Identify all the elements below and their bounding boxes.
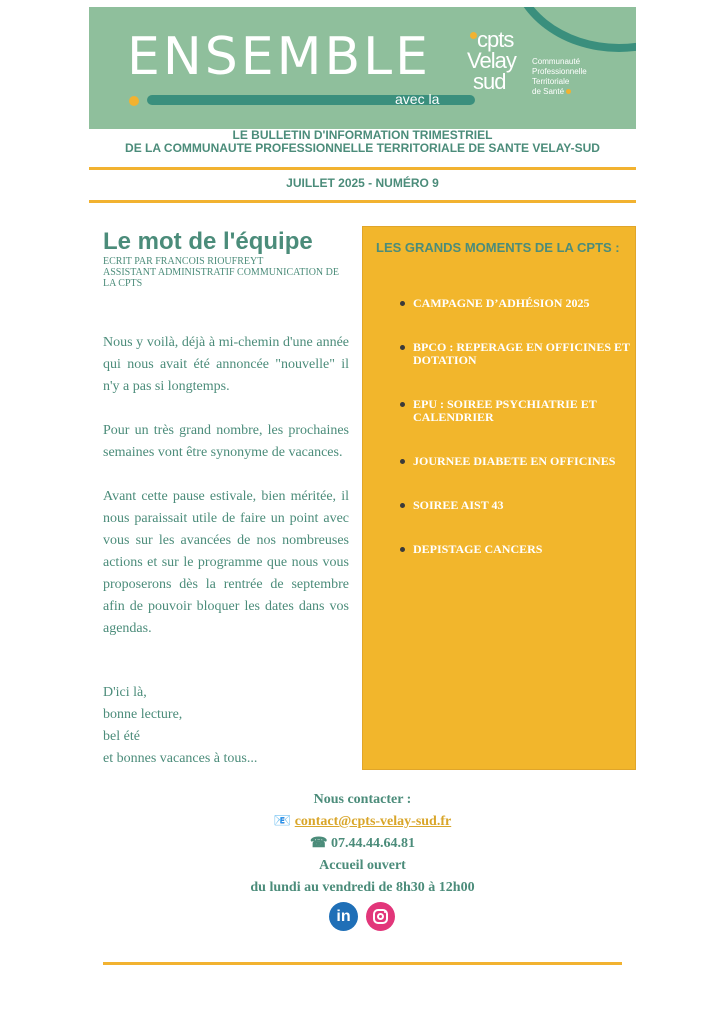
contact-email-row — [0, 811, 725, 833]
bulletin-subtitle — [89, 129, 636, 155]
editorial-paragraph: Pour un très grand nombre, les prochaines semaines vont être synonyme de vacances. — [103, 423, 349, 460]
highlight-item: CAMPAGNE D’ADHÉSION 2025 — [413, 297, 633, 310]
instagram-icon[interactable] — [366, 902, 395, 931]
highlight-item: SOIREE AIST 43 — [413, 499, 633, 512]
logo-line-velay: Velay — [467, 48, 516, 73]
contact-phone-row — [0, 833, 725, 855]
newsletter-title: ENSEMBLE — [127, 27, 431, 87]
contact-hours-title: Accueil ouvert — [319, 858, 406, 873]
header-banner — [89, 7, 636, 129]
divider-issue — [89, 200, 636, 203]
contact-heading: Nous contacter : — [313, 792, 412, 807]
envelope-icon: 📧 — [273, 814, 292, 829]
editorial-title: Le mot de l'équipe — [103, 228, 313, 255]
signoff-line: bonne lecture, — [103, 707, 183, 722]
signoff-line: D'ici là, — [103, 685, 147, 700]
cpts-logo — [467, 29, 529, 103]
contact-hours: du lundi au vendredi de 8h30 à 12h00 — [250, 880, 475, 895]
subtitle-line-1: LE BULLETIN D'INFORMATION TRIMESTRIEL — [232, 128, 493, 142]
logo-line-sud: sud — [473, 69, 506, 94]
highlight-item: BPCO : REPERAGE EN OFFICINES ET DOTATION — [413, 341, 633, 367]
highlight-item: JOURNEE DIABETE EN OFFICINES — [413, 455, 633, 468]
editorial-body — [103, 332, 349, 662]
logo-caption-line: Communauté — [532, 57, 581, 66]
linkedin-icon[interactable]: in — [329, 902, 358, 931]
decorative-dot — [129, 96, 139, 106]
logo-caption-line: Professionnelle — [532, 67, 587, 76]
contact-phone: 07.44.44.64.81 — [330, 836, 415, 851]
divider-top — [89, 167, 636, 170]
logo-caption — [532, 57, 587, 97]
highlights-title: LES GRANDS MOMENTS DE LA CPTS : — [376, 240, 620, 255]
signoff-line: et bonnes vacances à tous... — [103, 751, 258, 766]
divider-bottom — [103, 962, 622, 965]
editorial-paragraph: Nous y voilà, déjà à mi-chemin d'une année qui nous avait été annoncée "nouvelle" il n'y a pas si longtemps. — [103, 335, 349, 394]
editorial-paragraph: Avant cette pause estivale, bien méritée, il nous paraissait utile de faire un point avec vous sur les avancées de nos nombreuses actions et sur le programme que nous vous proposerons dès la rentrée de septembre afin de pouvoir bloquer les dates dans vos agendas. — [103, 489, 349, 636]
phone-icon: ☎ — [310, 836, 328, 851]
highlight-item: EPU : SOIREE PSYCHIATRIE ET CALENDRIER — [413, 398, 633, 424]
subtitle-line-2: DE LA COMMUNAUTE PROFESSIONNELLE TERRITORIALE DE SANTE VELAY-SUD — [125, 141, 600, 155]
author-name: ECRIT PAR FRANCOIS RIOUFREYT — [103, 256, 264, 267]
logo-caption-line: de Santé — [532, 87, 587, 97]
highlights-panel — [362, 226, 636, 770]
avec-la-text: avec la — [395, 91, 440, 107]
contact-email-link[interactable]: contact@cpts-velay-sud.fr — [294, 814, 452, 829]
contact-section — [0, 789, 725, 899]
author-role: ASSISTANT ADMINISTRATIF COMMUNICATION DE LA CPTS — [103, 267, 339, 289]
highlight-item: DEPISTAGE CANCERS — [413, 543, 633, 556]
social-icons — [329, 902, 397, 932]
logo-caption-line: Territoriale — [532, 77, 570, 86]
issue-number: JUILLET 2025 - NUMÉRO 9 — [286, 176, 439, 190]
editorial-author — [103, 256, 353, 289]
editorial-signoff — [103, 682, 349, 770]
highlights-list — [413, 297, 633, 556]
signoff-line: bel été — [103, 729, 140, 744]
logo-line-cpts: cpts — [477, 27, 514, 52]
